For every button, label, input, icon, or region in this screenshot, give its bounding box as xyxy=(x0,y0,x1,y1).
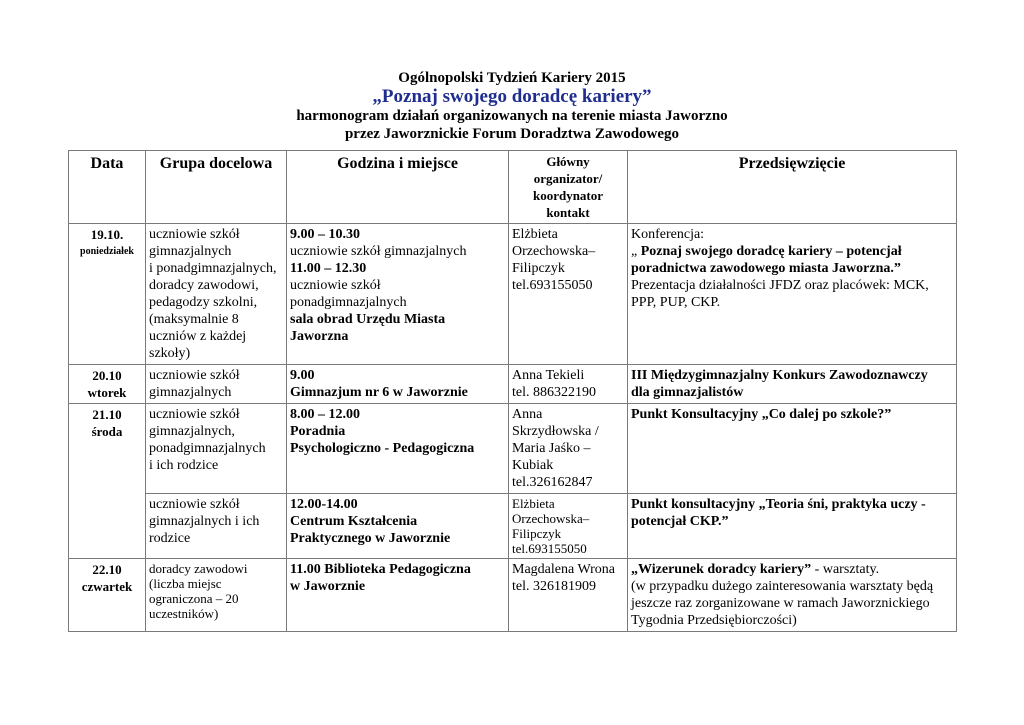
event-slogan: „Poznaj swojego doradcę kariery” xyxy=(372,86,652,107)
event-cell: Punkt konsultacyjny „Teoria śni, praktyka uczy - potencjał CKP.” xyxy=(628,494,957,559)
target-group-cell: uczniowie szkół gimnazjalnych xyxy=(146,365,287,404)
col-header-event: Przedsięwzięcie xyxy=(628,151,957,224)
schedule-subtitle: harmonogram działań organizowanych na terenie miasta Jaworzno xyxy=(296,108,728,124)
document-header xyxy=(0,70,1024,143)
event-cell: „Wizerunek doradcy kariery” - warsztaty. (w przypadku dużego zainteresowania warsztaty będą jeszcze raz zorganizowane w ramach Jaworznickiego Tygodnia Przedsiębiorczości) xyxy=(628,559,957,632)
event-cell: Konferencja: „ Poznaj swojego doradcę kariery – potencjał poradnictwa zawodowego miasta Jaworzna.” Prezentacja działalności JFDZ oraz placówek: MCK, PPP, PUP, CKP. xyxy=(628,224,957,365)
date-cell: 21.10 środa xyxy=(69,404,146,559)
schedule-table xyxy=(68,150,957,632)
time-place-cell: 12.00-14.00 Centrum Kształcenia Praktycznego w Jaworznie xyxy=(287,494,509,559)
table-row xyxy=(69,404,957,494)
col-header-target-group: Grupa docelowa xyxy=(146,151,287,224)
table-row xyxy=(69,559,957,632)
organizer-cell: Anna Skrzydłowska / Maria Jaśko – Kubiak tel.326162847 xyxy=(509,404,628,494)
table-header-row xyxy=(69,151,957,224)
date-cell: 19.10. poniedziałek xyxy=(69,224,146,365)
organizer-cell: Anna Tekieli tel. 886322190 xyxy=(509,365,628,404)
target-group-cell: doradcy zawodowi (liczba miejsc ograniczona – 20 uczestników) xyxy=(146,559,287,632)
event-cell: Punkt Konsultacyjny „Co dalej po szkole?” xyxy=(628,404,957,494)
organizer-cell: Elżbieta Orzechowska– Filipczyk tel.693155050 xyxy=(509,224,628,365)
time-place-cell: 9.00 – 10.30 uczniowie szkół gimnazjalnych 11.00 – 12.30 uczniowie szkół ponadgimnazjalnych sala obrad Urzędu Miasta Jaworzna xyxy=(287,224,509,365)
table-row xyxy=(69,224,957,365)
target-group-cell: uczniowie szkół gimnazjalnych i ich rodzice xyxy=(146,494,287,559)
organizer-cell: Magdalena Wrona tel. 326181909 xyxy=(509,559,628,632)
date-cell: 22.10 czwartek xyxy=(69,559,146,632)
organizer-subtitle: przez Jaworznickie Forum Doradztwa Zawodowego xyxy=(344,126,680,142)
time-place-cell: 9.00 Gimnazjum nr 6 w Jaworznie xyxy=(287,365,509,404)
date-cell: 20.10 wtorek xyxy=(69,365,146,404)
col-header-date: Data xyxy=(69,151,146,224)
col-header-organizer: Główny organizator/ koordynator kontakt xyxy=(509,151,628,224)
organizer-cell: Elżbieta Orzechowska– Filipczyk tel.693155050 xyxy=(509,494,628,559)
time-place-cell: 11.00 Biblioteka Pedagogiczna w Jaworznie xyxy=(287,559,509,632)
event-cell: III Międzygimnazjalny Konkurs Zawodoznawczy dla gimnazjalistów xyxy=(628,365,957,404)
target-group-cell: uczniowie szkół gimnazjalnych i ponadgimnazjalnych, doradcy zawodowi, pedagodzy szkolni, (maksymalnie 8 uczniów z każdej szkoły) xyxy=(146,224,287,365)
col-header-time-place: Godzina i miejsce xyxy=(287,151,509,224)
table-row xyxy=(69,494,957,559)
table-row xyxy=(69,365,957,404)
time-place-cell: 8.00 – 12.00 Poradnia Psychologiczno - Pedagogiczna xyxy=(287,404,509,494)
target-group-cell: uczniowie szkół gimnazjalnych, ponadgimnazjalnych i ich rodzice xyxy=(146,404,287,494)
event-title: Ogólnopolski Tydzień Kariery 2015 xyxy=(398,70,626,86)
